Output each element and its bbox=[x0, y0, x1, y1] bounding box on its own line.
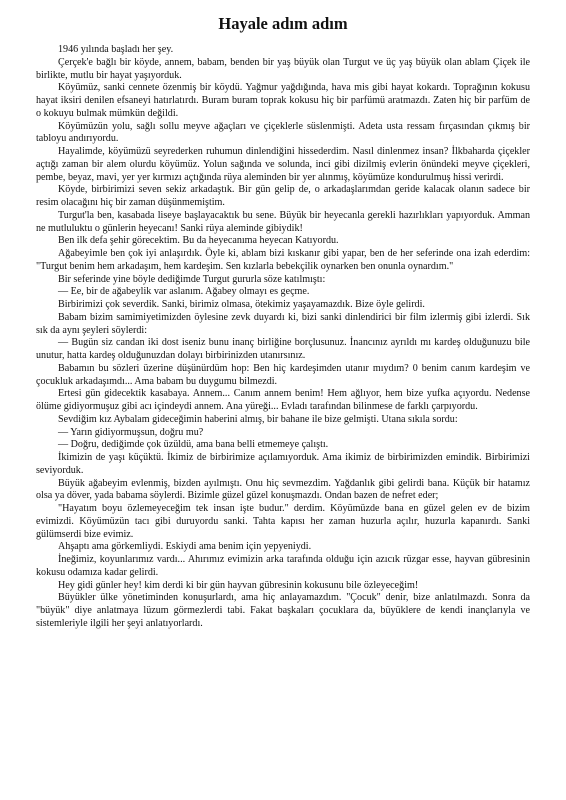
paragraph: Sevdiğim kız Aybalam gideceğimin haberini almış, bir bahane ile bize gelmişti. Utana sıkıla sordu: bbox=[58, 413, 458, 425]
paragraph: İkimizin de yaşı küçüktü. İkimiz de birbirimize açılamıyorduk. Ama ikimiz de birbirimizden emindik. Birbirimizi seviyorduk. bbox=[36, 452, 530, 476]
paragraph: Babamın bu sözleri üzerine düşünürdüm hop: Ben hiç kardeşimden utanır mıydım? 0 benim canım kardeşim ve çocukluk arkadaşımdı... Ama babam bu duygumu bilmezdi. bbox=[36, 362, 530, 387]
paragraph: Hey gidi günler hey! kim derdi ki bir gün hayvan gübresinin kokusunu bile özleyeceğim! bbox=[58, 579, 419, 591]
paragraph: İneğimiz, koyunlarımız vardı... Ahırımız evimizin arka tarafında olduğu için azıcık rüzgar esse, hayvan gübresinin kokusu odamıza kadar gelirdi. bbox=[36, 554, 530, 578]
paragraph: Büyükler ülke yönetiminden konuşurlardı, ama hiç anlayamazdım. "Çocuk" denir, bize anlatılmazdı. Sonra da "büyük" diye anlatmaya lüzum görmezlerdi tabi. Fakat başkaları çocuklara da, büyüklere de kendi inançlarıyla ve sistemleriyle ilgili her şeyi anlatıyorlardı. bbox=[36, 592, 530, 629]
paragraph: Turgut'la ben, kasabada liseye başlayacaktık bu sene. Büyük bir heyecanla gerekli hazırlıkları yapıyorduk. Amman ne mutluluktu o günlerin heyecanı! Sanki rüya aleminde gibiydik! bbox=[36, 209, 530, 234]
paragraph: Ağabeyimle ben çok iyi anlaşırdık. Öyle ki, ablam bizi kıskanır gibi yapar, ben de her seferinde ona izah ederdim: "Turgut benim hem arkadaşım, hem kardeşim. Sen kızlarla bebekçilik oynarken ben onunla oynardım." bbox=[36, 248, 530, 272]
paragraph: — Doğru, dediğimde çok üzüldü, ama bana belli etmemeye çalıştı. bbox=[58, 439, 329, 451]
paragraph: Babam bizim samimiyetimizden öylesine zevk duyardı ki, bizi sanki dinlendirici bir film izlermiş gibi izlerdi. Sık sık da aynı şeyleri söylerdi: bbox=[36, 311, 530, 336]
paragraph: — Ee, bir de ağabeylik var aslanım. Ağabey olmayı es geçme. bbox=[58, 286, 310, 298]
paragraph: Hayalimde, köyümüzü seyrederken ruhumun dinlendiğini hissederdim. Nasıl dinlenmez insan? İlkbaharda çiçekler açtığı zaman bir alem olurdu köyümüz. Yolun sağında ve solunda, inci gibi dizilmiş evlerin önündeki meyve çiçekleri, pembe, beyaz, mavi, yer yer kırmızı açtığında rüya aleminden bir yer alınmış, köyümüze kondurulmuş hissi verirdi. bbox=[36, 146, 530, 183]
document-body bbox=[36, 44, 530, 631]
paragraph: Birbirimizi çok severdik. Sanki, birimiz olmasa, ötekimiz yaşayamazdık. Bize öyle gelirdi. bbox=[58, 299, 425, 310]
paragraph: — Yarın gidiyormuşsun, doğru mu? bbox=[58, 426, 204, 438]
paragraph: Köyde, birbirimizi seven sekiz arkadaştık. Bir gün gelip de, o arkadaşlarımdan geride kalacak olanın sadece bir resim olacağını hiç bir zaman düşünmemiştim. bbox=[36, 184, 530, 208]
document-title: Hayale adım adım bbox=[218, 14, 348, 33]
paragraph: — Bugün siz candan iki dost iseniz bunu inanç birliğine borçlusunuz. İnancınız ayrıldı mı kardeş olduğunuzu bile unutur, hatta kardeş olduğunuzdan dolayı birbirinizden utanırsınız. bbox=[36, 337, 530, 361]
paragraph: Köyümüzün yolu, sağlı sollu meyve ağaçları ve çiçeklerle süslenmişti. Adeta usta ressam fırçasından çıkmış bir tabloyu andırıyordu. bbox=[36, 120, 530, 145]
paragraph: Çerçek'e bağlı bir köyde, annem, babam, benden bir yaş büyük olan Turgut ve üç yaş büyük olan ablam Çiçek ile birlikte, mutlu bir hayat yaşıyorduk. bbox=[36, 56, 530, 81]
paragraph: Büyük ağabeyim evlenmiş, bizden ayılmıştı. Onu hiç sevmezdim. Yağdanlık gibi gelirdi bana. Küçük bir hatamız olsa ya döver, yada babama söylerdi. Bizimle güzel güzel konuşmazdı. Ondan bazen de nefret eder; bbox=[36, 477, 530, 502]
paragraph: Bir seferinde yine böyle dediğimde Turgut gururla söze katılmıştı: bbox=[58, 273, 326, 285]
paragraph: Ben ilk defa şehir görecektim. Bu da heyecanıma heyecan Katıyordu. bbox=[58, 235, 339, 247]
paragraph: "Hayatım boyu özlemeyeceğim tek insan işte budur." derdim. Köyümüzde bana en güzel gelen ev de bizim evimizdi. Köyümüzün tacı gibi duruyordu sanki. Tahta kapısı her zaman huzurla açılır, huzurla kapanırdı. Sanki gülümserdi bize evimiz. bbox=[36, 503, 530, 540]
paragraph: Köyümüz, sanki cennete özenmiş bir köydü. Yağmur yağdığında, hava mis gibi hayat kokardı. Toprağının kokusu hayat iksiri denilen efsaneyi hatırlatırdı. Buram buram toprak kokusu hiç bir parfümü aratmazdı. Zaten hiç bir parfüm de o kokuyu bulmak mümkün değildi. bbox=[36, 82, 530, 119]
paragraph: Ertesi gün gidecektik kasabaya. Annem... Canım annem benim! Hem ağlıyor, hem bize yufka açıyordu. Nedense ölüme gidiyormuşuz gibi acı içindeydi annem. Ana yüreği... Evladı tarafından bilinmese de farklı çarpıyordu. bbox=[36, 388, 530, 412]
paragraph: Ahşaptı ama görkemliydi. Eskiydi ama benim için yepyeniydi. bbox=[58, 541, 312, 553]
paragraph: 1946 yılında başladı her şey. bbox=[58, 44, 174, 55]
